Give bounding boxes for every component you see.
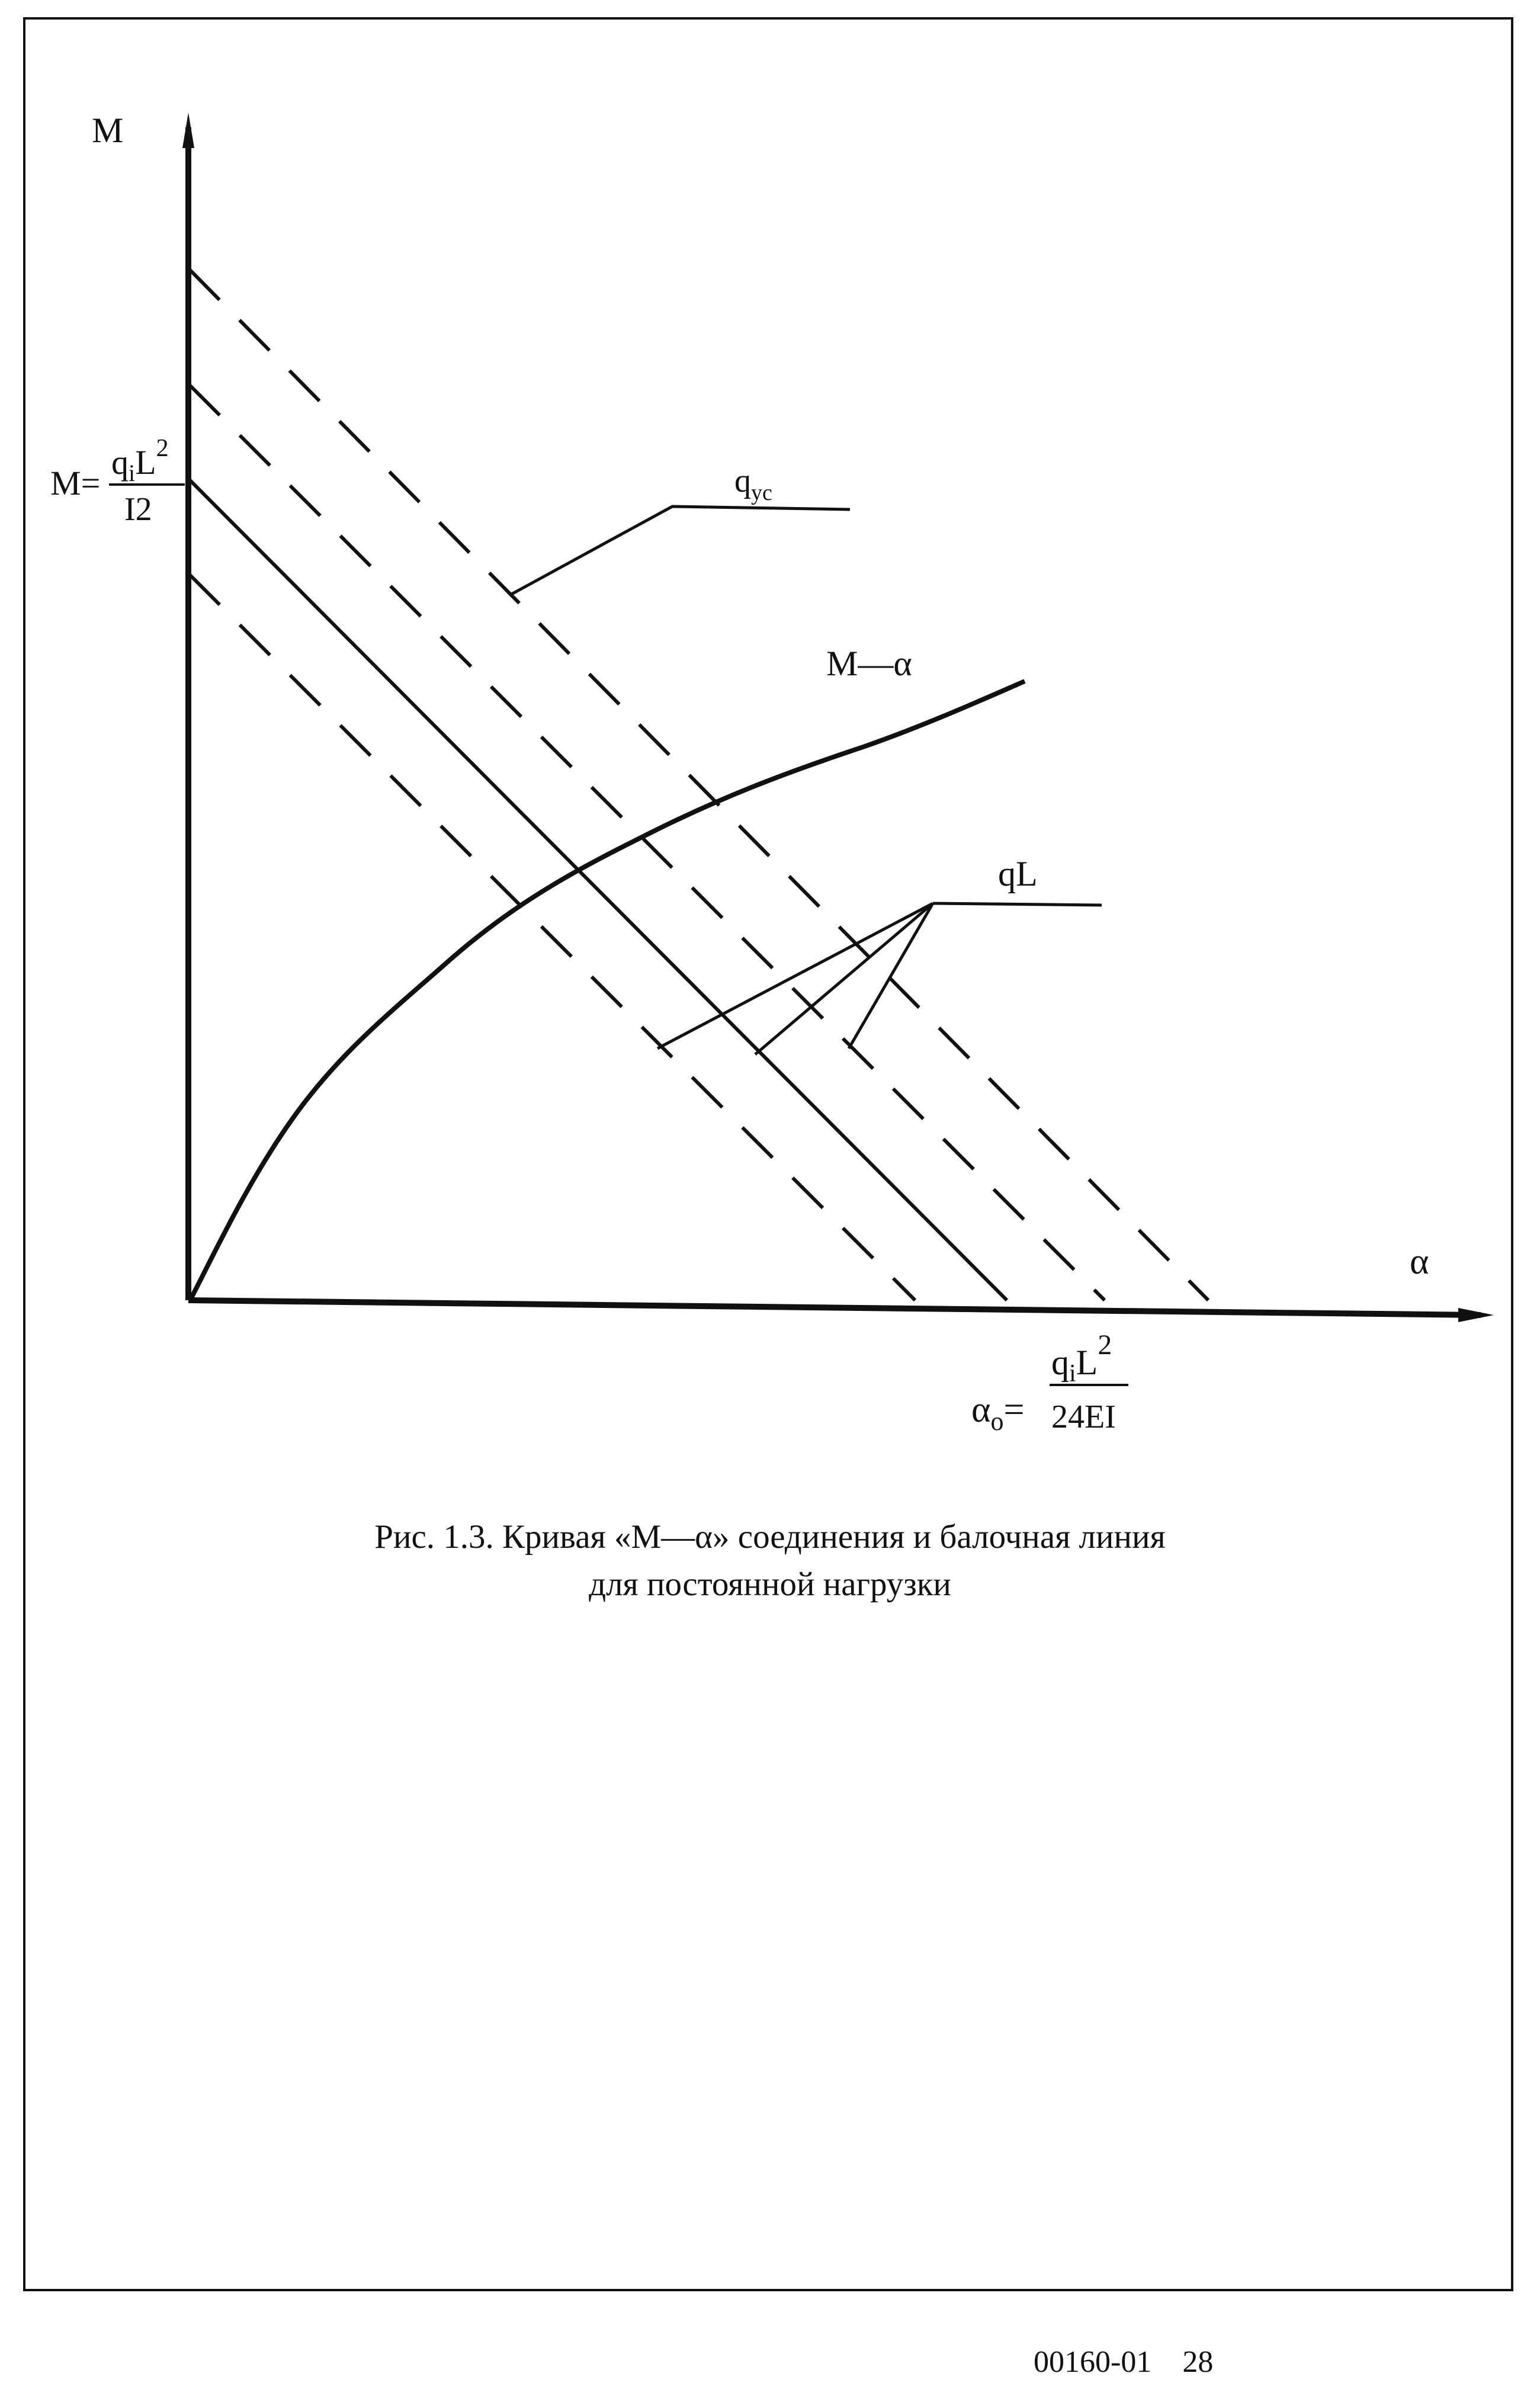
beam-line-dashed-2 bbox=[190, 385, 1105, 1300]
figure-caption bbox=[0, 1513, 1540, 1608]
ql-label: qL bbox=[998, 854, 1038, 893]
x-axis-formula bbox=[971, 1329, 1128, 1436]
m-axis-label: M bbox=[92, 111, 124, 150]
m-alpha-label: M—α bbox=[826, 644, 912, 683]
y-formula-prefix: M= bbox=[50, 464, 101, 502]
caption-line-2: для постоянной нагрузки bbox=[589, 1566, 951, 1603]
x-formula-denominator: 24EI bbox=[1051, 1399, 1116, 1435]
x-formula-numerator: $q_iL^2$ bbox=[1051, 1329, 1112, 1387]
alpha-axis-arrow bbox=[1458, 1308, 1494, 1322]
x-formula-prefix: $\alpha_o=$ bbox=[971, 1390, 1025, 1436]
ql-leader-2 bbox=[755, 903, 933, 1054]
page-footer bbox=[1034, 2345, 1213, 2380]
ql-leader-horizontal bbox=[933, 903, 1102, 905]
beam-line-dashed-1 bbox=[190, 270, 1208, 1300]
alpha-axis-label: α bbox=[1410, 1242, 1429, 1282]
y-formula-numerator: $q_iL^2$ bbox=[111, 435, 169, 486]
caption-line-1: Рис. 1.3. Кривая «M—α» соединения и балочная линия bbox=[374, 1518, 1166, 1556]
document-code: 00160-01 bbox=[1034, 2345, 1152, 2379]
y-axis-formula bbox=[50, 435, 185, 528]
y-formula-denominator: I2 bbox=[124, 491, 152, 528]
m-axis-arrow bbox=[182, 113, 194, 148]
q-yc-leader bbox=[509, 506, 850, 595]
beam-line-dashed-3 bbox=[190, 575, 915, 1300]
beam-line-solid bbox=[190, 480, 1007, 1300]
page-number: 28 bbox=[1182, 2345, 1214, 2379]
q-yc-label: $q_{ус}$ bbox=[734, 463, 772, 505]
alpha-axis bbox=[188, 1300, 1481, 1315]
